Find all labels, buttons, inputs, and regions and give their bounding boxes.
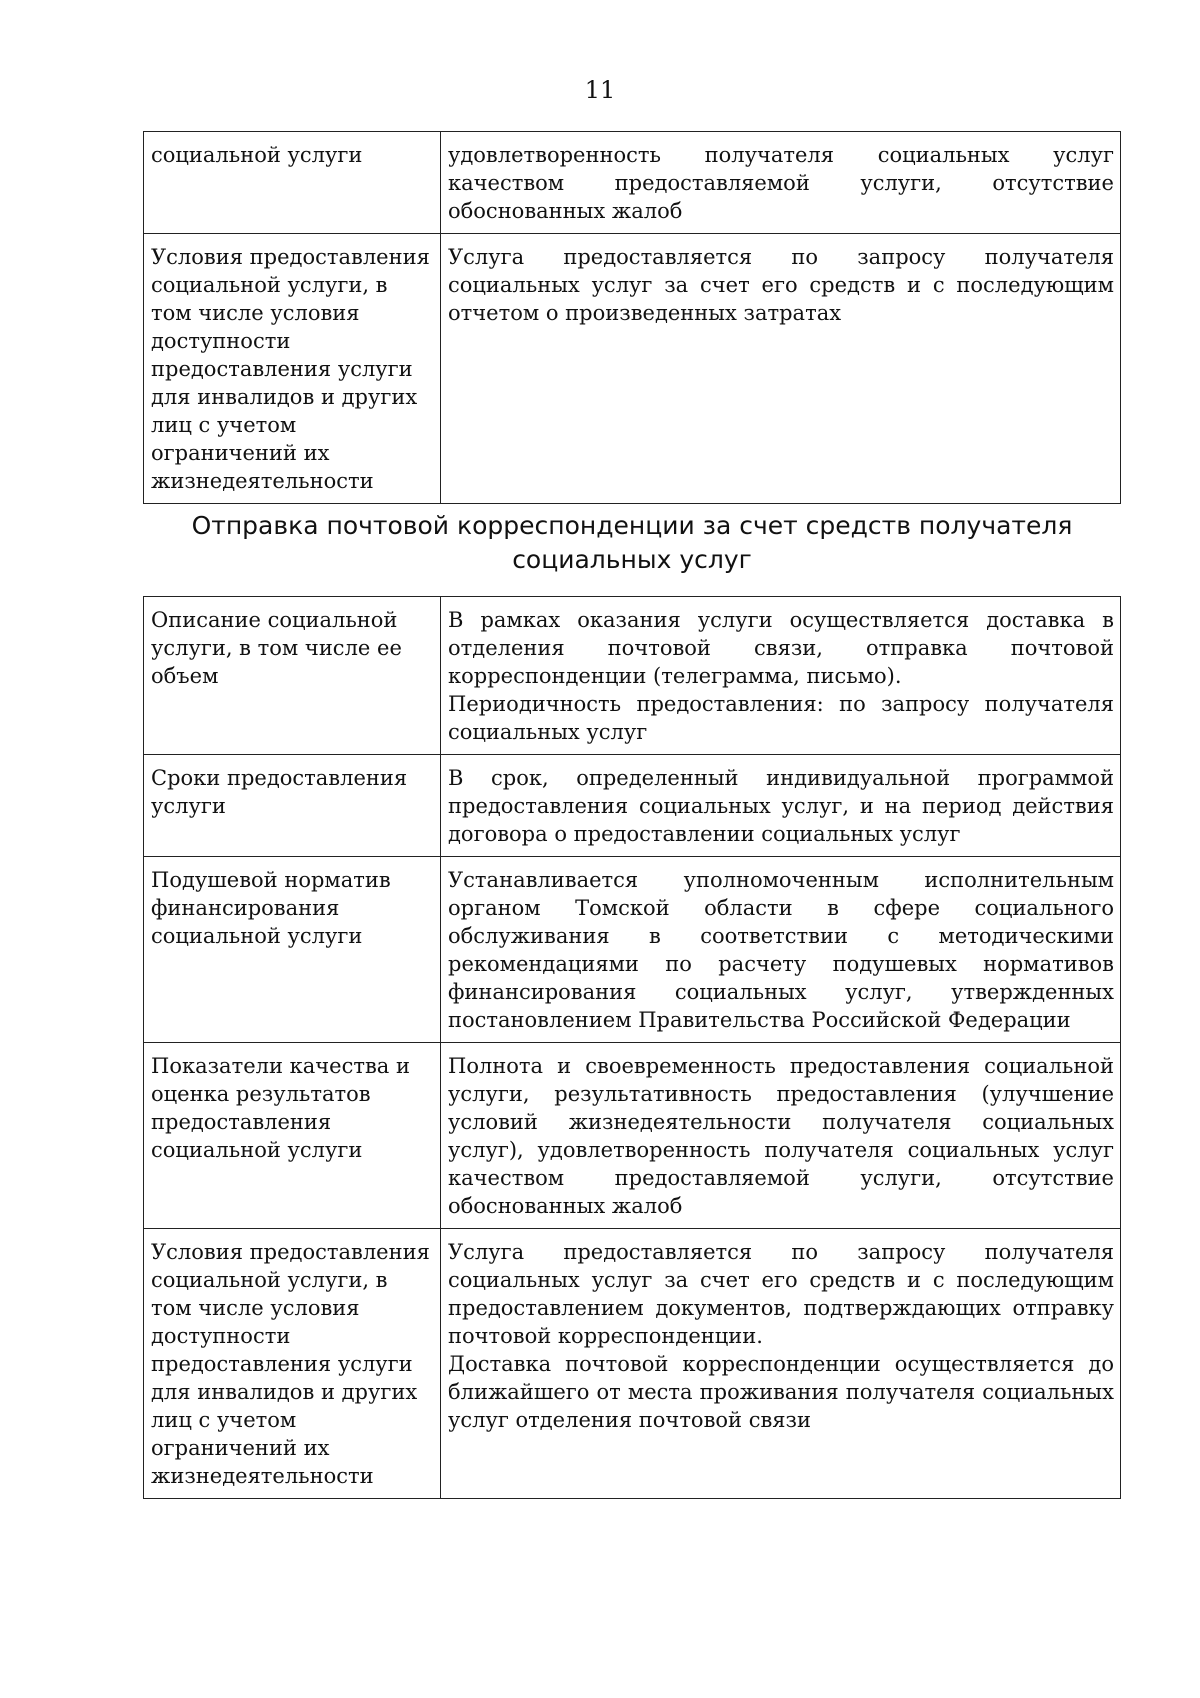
cell-paragraph: Периодичность предоставления: по запросу получателя социальных услуг — [448, 692, 1114, 744]
row-content-cell — [441, 234, 1121, 504]
cell-paragraph: Доставка почтовой корреспонденции осуществляется до ближайшего от места проживания получателя социальных услуг отделения почтовой связи — [448, 1352, 1114, 1432]
cell-paragraph: В срок, определенный индивидуальной программой предоставления социальных услуг, и на период действия договора о предоставлении социальных услуг — [448, 766, 1114, 846]
row-label-cell: Условия предоставления социальной услуги, в том числе условия доступности предоставления услуги для инвалидов и других лиц с учетом ограничений их жизнедеятельности — [144, 234, 441, 504]
table-row — [144, 857, 1121, 1043]
row-content-cell — [441, 597, 1121, 755]
row-content-cell — [441, 1229, 1121, 1499]
row-content-cell — [441, 755, 1121, 857]
table-row — [144, 755, 1121, 857]
cell-paragraph: удовлетворенность получателя социальных услуг качеством предоставляемой услуги, отсутствие обоснованных жалоб — [448, 143, 1114, 223]
cell-paragraph: Полнота и своевременность предоставления социальной услуги, результативность предоставления (улучшение условий жизнедеятельности получателя социальных услуг), удовлетворенность получателя социальных услуг качеством предоставляемой услуги, отсутствие обоснованных жалоб — [448, 1054, 1114, 1218]
row-content-cell — [441, 1043, 1121, 1229]
cell-paragraph: Услуга предоставляется по запросу получателя социальных услуг за счет его средств и с последующим предоставлением документов, подтверждающих отправку почтовой корреспонденции. — [448, 1240, 1114, 1348]
page-number: 11 — [584, 76, 616, 104]
row-content-cell — [441, 857, 1121, 1043]
row-label-cell: Описание социальной услуги, в том числе ее объем — [144, 597, 441, 755]
row-label-cell: Показатели качества и оценка результатов предоставления социальной услуги — [144, 1043, 441, 1229]
table-row — [144, 234, 1121, 504]
cell-paragraph: В рамках оказания услуги осуществляется доставка в отделения почтовой связи, отправка почтовой корреспонденции (телеграмма, письмо). — [448, 608, 1114, 688]
table-row — [144, 132, 1121, 234]
row-label-cell: Сроки предоставления услуги — [144, 755, 441, 857]
table-row — [144, 1043, 1121, 1229]
cell-paragraph: Устанавливается уполномоченным исполнительным органом Томской области в сфере социального обслуживания в соответствии с методическими рекомендациями по расчету подушевых нормативов финансирования социальных услуг, утвержденных постановлением Правительства Российской Федерации — [448, 868, 1114, 1032]
row-label-cell: Подушевой норматив финансирования социальной услуги — [144, 857, 441, 1043]
postal-service-table — [143, 596, 1121, 1499]
cell-paragraph: Услуга предоставляется по запросу получателя социальных услуг за счет его средств и с последующим отчетом о произведенных затратах — [448, 245, 1114, 325]
row-label-cell: Условия предоставления социальной услуги, в том числе условия доступности предоставления услуги для инвалидов и других лиц с учетом ограничений их жизнедеятельности — [144, 1229, 441, 1499]
table-row — [144, 597, 1121, 755]
continued-service-table — [143, 131, 1121, 504]
table-row — [144, 1229, 1121, 1499]
row-label-cell: социальной услуги — [144, 132, 441, 234]
section-title: Отправка почтовой корреспонденции за счет средств получателя социальных услуг — [191, 511, 1073, 574]
row-content-cell — [441, 132, 1121, 234]
